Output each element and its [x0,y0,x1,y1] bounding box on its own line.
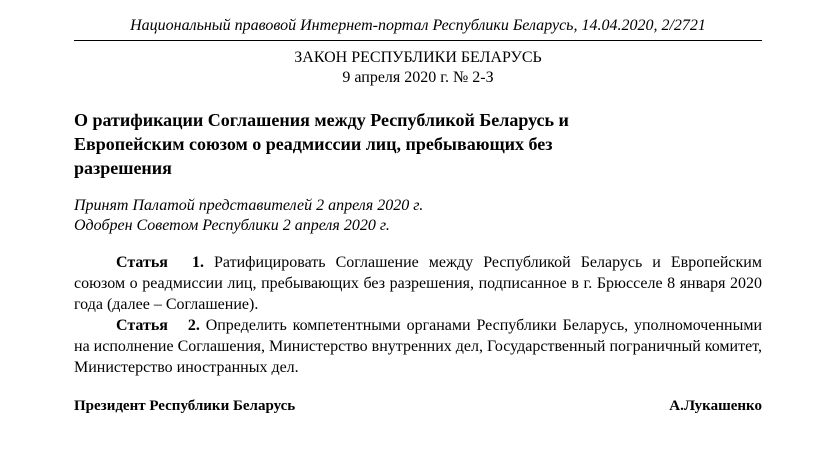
law-type: ЗАКОН РЕСПУБЛИКИ БЕЛАРУСЬ [294,49,542,66]
article-2-label: Статья 2. [116,317,200,334]
adopted-note: Принят Палатой представителей 2 апреля 2020 г. [74,197,424,214]
approved-note: Одобрен Советом Республики 2 апреля 2020 г. [74,217,390,234]
article-1-text: Ратифицировать Соглашение между Республикой Беларусь и Европейским союзом о реадмиссии лиц, пребывающих без разрешения, подписанное в г. Брюсселе 8 января 2020 года (далее – Соглашение). [74,254,762,313]
law-title: О ратификации Соглашения между Республикой Беларусь и Европейским союзом о реадмиссии лиц, пребывающих без разрешения [74,110,569,178]
signer-name: А.Лукашенко [669,398,762,414]
article-2-text: Определить компетентными органами Республики Беларусь, уполномоченными на исполнение Соглашения, Министерство внутренних дел, Государственный пограничный комитет, Министерство иностранных дел. [74,317,763,376]
signer-title: Президент Республики Беларусь [74,398,296,414]
article-1-label: Статья 1. [116,254,204,271]
portal-header-text: Национальный правовой Интернет-портал Республики Беларусь, 14.04.2020, 2/2721 [130,17,706,34]
law-date-number: 9 апреля 2020 г. № 2-З [342,69,494,86]
article-2 [74,315,762,378]
portal-header [74,12,762,41]
article-1 [74,252,762,315]
